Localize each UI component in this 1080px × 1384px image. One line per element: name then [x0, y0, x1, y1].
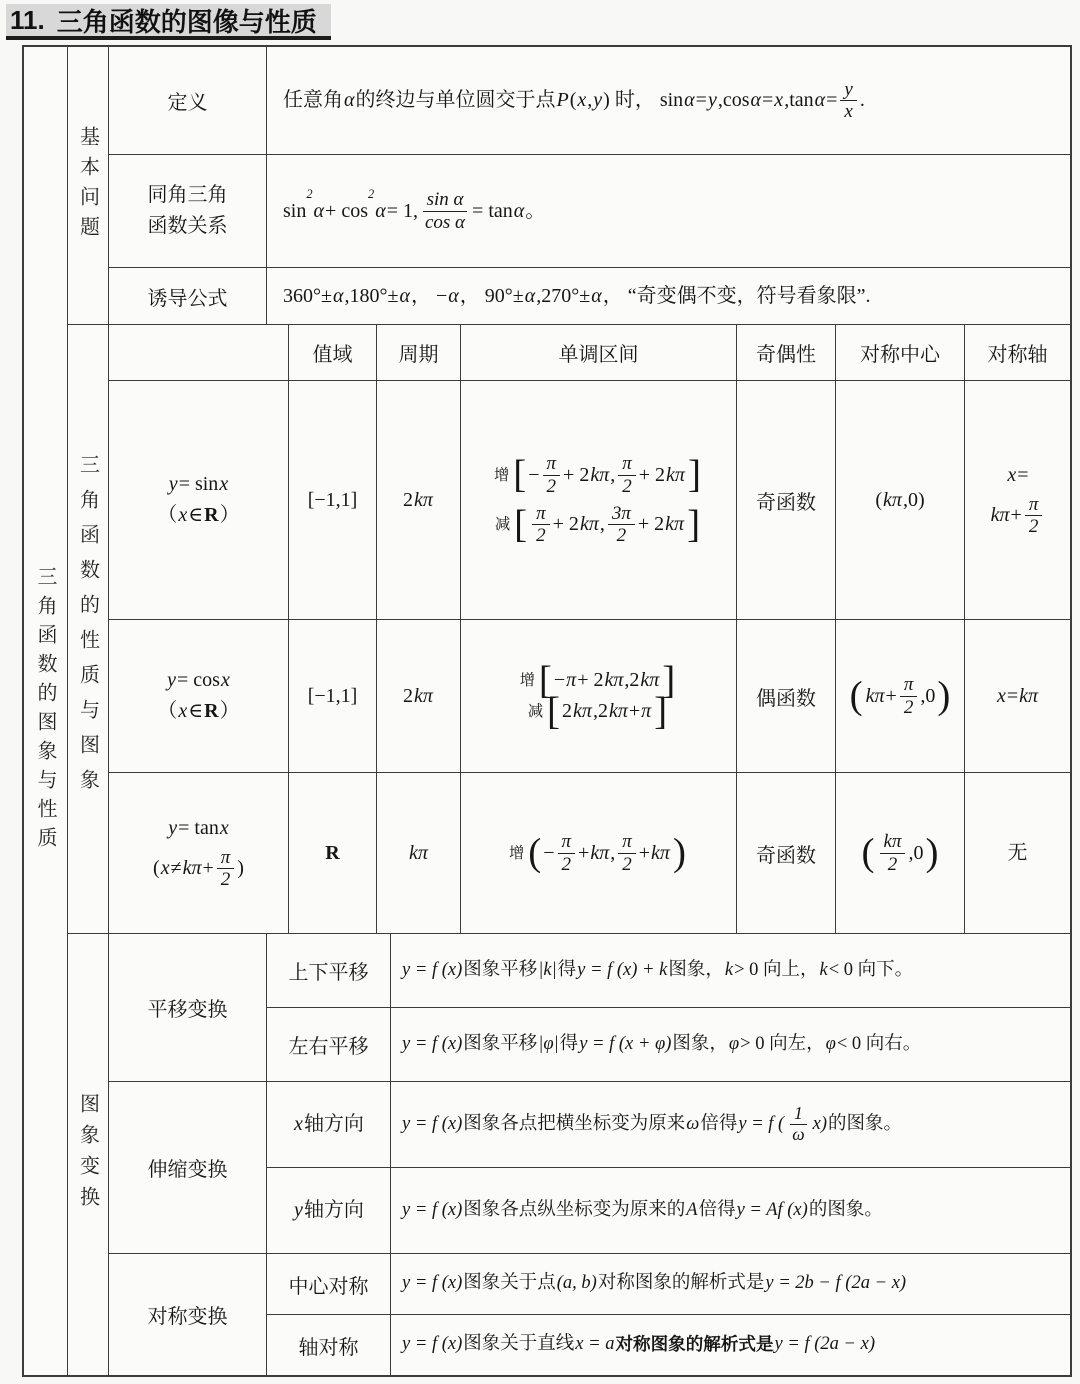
row-tan [109, 773, 1070, 933]
sin-range: [−1,1] [289, 381, 377, 619]
tan-symmetry-axis: 无 [1007, 841, 1028, 864]
sublabel-axial-symmetry: 轴对称 [267, 1315, 391, 1375]
row-sin [109, 381, 1070, 620]
row-central-symmetry [267, 1254, 1070, 1315]
header-period: 周期 [377, 325, 461, 380]
section-properties-label: 三角函数的性质与图象 [68, 325, 109, 933]
section-basic [68, 47, 1070, 325]
sublabel-horizontal-shift: 左右平移 [267, 1008, 391, 1081]
group-label-scaling: 伸缩变换 [109, 1082, 267, 1253]
sublabel-central-symmetry: 中心对称 [267, 1254, 391, 1314]
header-parity: 奇偶性 [737, 325, 836, 380]
sin-period: 2 kπ [377, 381, 461, 619]
tan-monotonic: 增 ( − $\frac{\pi}{2}$ + kπ , $\frac{\pi}{2}$ + kπ ) [461, 773, 737, 933]
cos-range: [−1,1] [289, 620, 377, 772]
row-axial-symmetry [267, 1315, 1070, 1375]
section-basic-label: 基本问题 [68, 47, 109, 324]
header-range: 值域 [289, 325, 377, 380]
cos-monotonic: 增 [ − π + 2 kπ ,2 kπ ] 减 [ 2 kπ ,2 kπ + π ] [461, 620, 737, 772]
group-symmetry [109, 1254, 1070, 1375]
trig-summary-table [22, 45, 1072, 1377]
cell-vertical-shift: y = f (x) 图象平移 |k| 得 y = f (x) + k 图象， k > 0 向上， k < 0 向下。 [402, 959, 914, 980]
sublabel-y-axis: y 轴方向 [267, 1168, 391, 1253]
section-transform-label: 图象变换 [68, 934, 109, 1375]
cos-function: y = cos x （ x ∈ R ） [109, 620, 289, 772]
tan-parity: 奇函数 [737, 773, 836, 933]
group-translation [109, 934, 1070, 1082]
tan-period: kπ [377, 773, 461, 933]
cell-induction-formula: 360°± α ,180°± α ， − α ， 90°± α ,270°± α ， “奇变偶不变，符号看象限”. [283, 284, 871, 307]
row-cofunction [109, 155, 1070, 268]
cell-central-symmetry: y = f (x) 图象关于点 (a, b) 对称图象的解析式是 y = 2b − f (2a − x) [402, 1273, 907, 1294]
group-label-translation: 平移变换 [109, 934, 267, 1081]
section-properties [68, 325, 1070, 934]
section-title-text: 三角函数的图像与性质 [56, 7, 317, 37]
cell-axial-symmetry: y = f (x) 图象关于直线 x = a 对称图象的解析式是 y = f (2a − x) [402, 1334, 876, 1355]
cell-cofunction-formula: sin 2 α + cos 2 α = 1, $\frac{\text{sin α}}{\text{cos α}}$ = tan α 。 [283, 187, 546, 233]
tan-function: y = tan x ( x ≠ kπ + $\frac{\pi}{2}$ ) [109, 773, 289, 933]
group-label-symmetry: 对称变换 [109, 1254, 267, 1375]
group-scaling [109, 1082, 1070, 1254]
section-transform [68, 934, 1070, 1375]
row-induction [109, 268, 1070, 324]
section-number: 11. [10, 4, 45, 35]
sin-function: y = sin x （ x ∈ R ） [109, 381, 289, 619]
cell-y-axis-scaling: y = f (x) 图象各点纵坐标变为原来的 A 倍得 y = Af (x) 的图象。 [402, 1199, 883, 1220]
cos-period: 2 kπ [377, 620, 461, 772]
cos-parity: 偶函数 [737, 620, 836, 772]
sin-parity: 奇函数 [737, 381, 836, 619]
page-title [6, 4, 331, 40]
cell-definition-formula: 任意角 α 的终边与单位圆交于点 P ( x , y ) 时， sin α = y ,cos α = x ,tan α = $\frac{y}{x}$ . [283, 78, 865, 122]
tan-range: R [289, 773, 377, 933]
header-function [109, 325, 289, 380]
row-x-axis-scaling [267, 1082, 1070, 1168]
row-y-axis-scaling [267, 1168, 1070, 1253]
tan-symmetry-center: ( $\frac{k\pi}{2}$ ,0 ) [836, 773, 965, 933]
properties-header-row [109, 325, 1070, 381]
row-cos [109, 620, 1070, 773]
row-label-definition: 定义 [109, 47, 267, 154]
row-label-induction: 诱导公式 [109, 268, 267, 324]
header-monotonic-interval: 单调区间 [461, 325, 737, 380]
sublabel-vertical-shift: 上下平移 [267, 934, 391, 1007]
sin-symmetry-axis: x = kπ + $\frac{\pi}{2}$ [965, 381, 1070, 619]
row-horizontal-shift [267, 1008, 1070, 1081]
table-main [68, 47, 1070, 1375]
sin-monotonic: 增 [ − $\frac{\pi}{2}$ + 2 kπ , $\frac{\pi}{2}$ + 2 kπ ] 减 [ $\frac{\pi}{2}$ + 2 kπ , $\frac{3\pi}{2}$ + 2 kπ ] [461, 381, 737, 619]
cell-horizontal-shift: y = f (x) 图象平移 |φ| 得 y = f (x + φ) 图象， φ > 0 向左， φ < 0 向右。 [402, 1033, 922, 1054]
header-symmetry-center: 对称中心 [836, 325, 965, 380]
row-definition [109, 47, 1070, 155]
row-label-cofunction: 同角三角 函数关系 [109, 155, 267, 267]
cos-symmetry-center: ( kπ + $\frac{\pi}{2}$ ,0 ) [836, 620, 965, 772]
cos-symmetry-axis: x = kπ [996, 684, 1039, 707]
row-vertical-shift [267, 934, 1070, 1008]
outer-row-label: 三角函数的图象与性质 [24, 47, 68, 1375]
cell-x-axis-scaling: y = f (x) 图象各点把横坐标变为原来 ω 倍得 y = f ( $\frac{1}{\omega}$ x) 的图象。 [402, 1103, 903, 1144]
sin-symmetry-center: ( kπ ,0) [836, 381, 965, 619]
header-symmetry-axis: 对称轴 [987, 344, 1048, 366]
sublabel-x-axis: x 轴方向 [267, 1082, 391, 1167]
